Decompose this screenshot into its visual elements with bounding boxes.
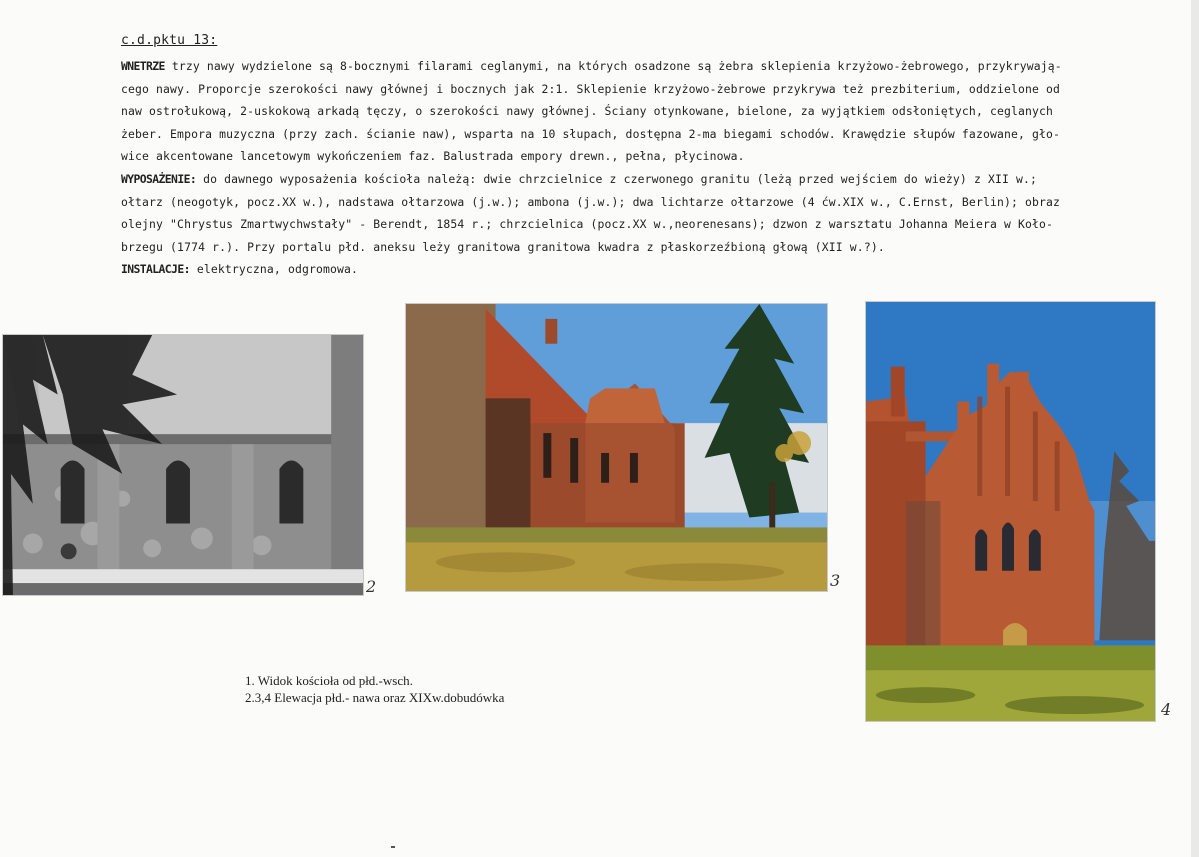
photo-church-side: [405, 303, 828, 592]
photo-captions: [245, 672, 504, 706]
paragraph-interior: [121, 55, 1063, 168]
paragraph-furnishings: [121, 168, 1063, 258]
photo-number-2: 2: [366, 577, 377, 596]
label-furnishings: WYPOSAŻENIE:: [121, 171, 197, 186]
photo-nave-wall: [2, 334, 364, 596]
scan-speck: [391, 846, 395, 848]
photo-gable-facade: [865, 301, 1156, 722]
caption-line-2: 2.3,4 Elewacja płd.- nawa oraz XIXw.dobudówka: [245, 690, 505, 705]
text-installations: elektryczna, odgromowa.: [189, 262, 359, 277]
caption-line-1: 1. Widok kościoła od płd.-wsch.: [245, 673, 413, 688]
section-heading: c.d.pktu 13:: [121, 33, 218, 48]
paragraph-installations: [121, 258, 1063, 281]
description-text: [121, 55, 1063, 281]
text-interior: trzy nawy wydzielone są 8-bocznymi filarami ceglanymi, na których osadzone są żebra sklepienia krzyżowo-żebrowego, przykrywają-cego nawy. Proporcje szerokości nawy głównej i bocznych jak 2:1. Sklepienie krzyżowo-żebrowe przykrywa też prezbiterium, oddzielone od naw ostrołukową, 2-uskokową arkadą tęczy, o szerokości nawy głównej. Ściany otynkowane, bielone, za wyjątkiem odsłoniętych, ceglanych żeber. Empora muzyczna (przy zach. ścianie naw), wsparta na 10 słupach, dostępna 2-ma biegami schodów. Krawędzie słupów fazowane, gło-wice akcentowane lancetowym wykończeniem faz. Balustrada empory drewn., pełna, płycinowa.: [121, 59, 1062, 164]
text-furnishings: do dawnego wyposażenia kościoła należą: dwie chrzcielnice z czerwonego granitu (leżą przed wejściem do wieży) z XII w.; ołtarz (neogotyk, pocz.XX w.), nadstawa ołtarzowa (j.w.); ambona (j.w.); dwa lichtarze ołtarzowe (4 ćw.XIX w., C.Ernst, Berlin); obraz olejny "Chrystus Zmartwychwstały" - Berendt, 1854 r.; chrzcielnica (pocz.XX w.,neorenesans); dzwon z warsztatu Johanna Meiera w Koło-brzegu (1774 r.). Przy portalu płd. aneksu leży granitowa granitowa kwadra z płaskorzeźbioną głową (XII w.?).: [121, 171, 1061, 254]
photo-number-4: 4: [1161, 700, 1172, 719]
label-interior: WNETRZE: [121, 59, 165, 73]
photo-number-3: 3: [830, 571, 841, 590]
label-installations: INSTALACJE:: [121, 262, 190, 277]
